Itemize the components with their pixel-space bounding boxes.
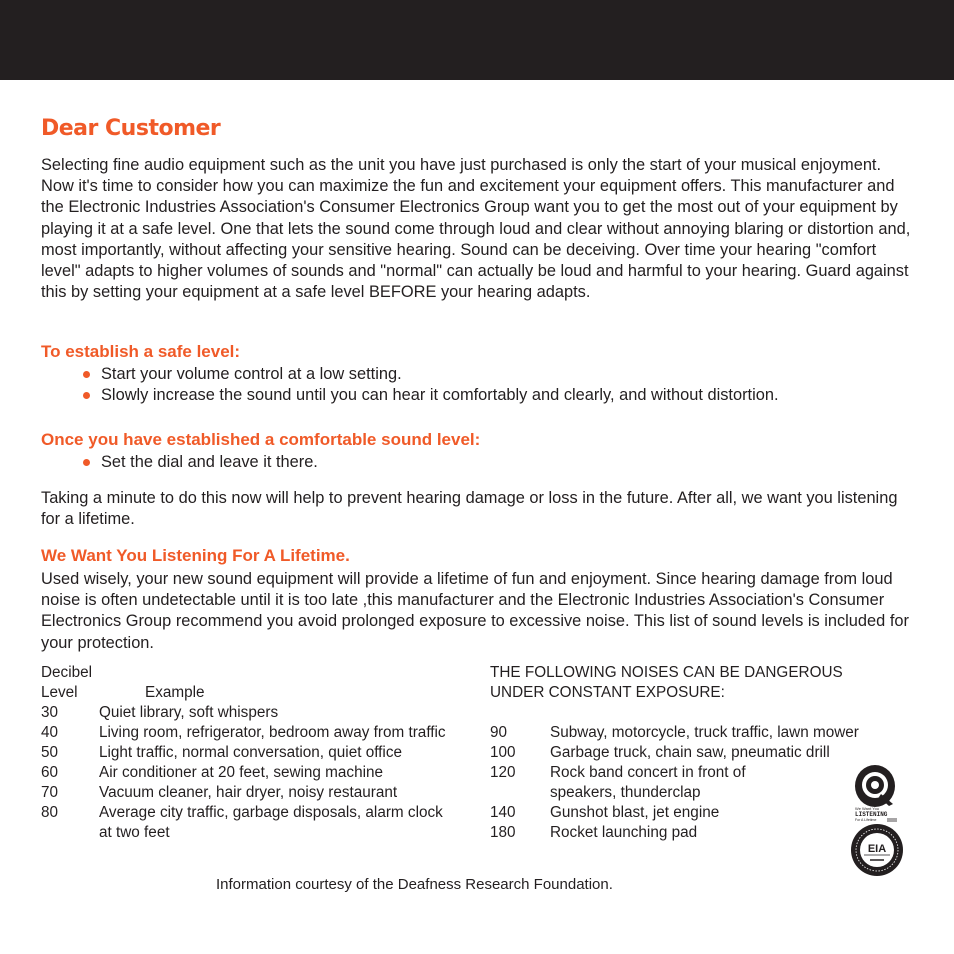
table-row: 30 Quiet library, soft whispers <box>41 704 279 721</box>
top-banner <box>0 0 954 80</box>
svg-text:LISTENING: LISTENING <box>855 811 888 818</box>
table-row: 60 Air conditioner at 20 feet, sewing machine <box>41 764 384 781</box>
dangerous-header: THE FOLLOWING NOISES CAN BE DANGEROUS UNDER CONSTANT EXPOSURE: <box>490 664 843 701</box>
credit-line: Information courtesy of the Deafness Research Foundation. <box>216 876 613 893</box>
decibel-table-safe <box>41 663 451 843</box>
listening-lifetime-logo <box>851 764 899 824</box>
bullet-icon <box>83 392 90 399</box>
minute-paragraph: Taking a minute to do this now will help to prevent hearing damage or loss in the future. After all, we want you listening for a lifetime. <box>41 489 898 529</box>
svg-text:We Want You: We Want You <box>855 806 880 811</box>
table-header-decibel: Decibel <box>41 664 93 681</box>
comfortable-level-heading: Once you have established a comfortable sound level: <box>41 430 481 449</box>
decibel-table-dangerous <box>490 663 870 843</box>
svg-text:For A Lifetime: For A Lifetime <box>855 818 877 822</box>
bullet-icon <box>83 459 90 466</box>
eia-seal-logo <box>850 822 904 878</box>
table-row: 80 Average city traffic, garbage disposals, alarm clock at two feet <box>41 804 443 841</box>
safe-level-list <box>81 364 779 406</box>
list-item: Set the dial and leave it there. <box>81 452 318 473</box>
intro-paragraph: Selecting fine audio equipment such as the unit you have just purchased is only the start of your musical enjoyment. Now it's time to consider how you can maximize the fun and excitement your equipment offers. This manufacturer and the Electronic Industries Association's Consumer Electronics Group want you to get the most out of your equipment by playing it at a safe level. One that lets the sound come through loud and clear without annoying blaring or distortion and, most importantly, without affecting your sensitive hearing. Sound can be deceiving. Over time your hearing "comfort level" adapts to higher volumes of sounds and "normal" can actually be loud and harmful to your hearing. Guard against this by setting your equipment at a safe level BEFORE your hearing adapts. <box>41 156 911 302</box>
table-row: 70 Vacuum cleaner, hair dryer, noisy restaurant <box>41 784 398 801</box>
table-header-level: Level <box>41 684 78 701</box>
comfortable-level-list <box>81 452 318 473</box>
list-item: Slowly increase the sound until you can hear it comfortably and clearly, and without distortion. <box>81 385 779 406</box>
table-row: 180 Rocket launching pad <box>490 824 698 841</box>
list-item: Start your volume control at a low setting. <box>81 364 779 385</box>
page-title: Dear Customer <box>41 116 221 141</box>
table-row: 140 Gunshot blast, jet engine <box>490 804 720 821</box>
table-header-row <box>41 683 451 703</box>
table-row: 100 Garbage truck, chain saw, pneumatic drill <box>490 744 830 761</box>
table-row: 120 Rock band concert in front of speakers, thunderclap <box>490 764 746 801</box>
lifetime-paragraph: Used wisely, your new sound equipment will provide a lifetime of fun and enjoyment. Since hearing damage from loud noise is often undetectable until it is too late ,this manufacturer and the Electronic Industries Association's Consumer Electronics Group recommend you avoid prolonged exposure to excessive noise. This list of sound levels is included for your protection. <box>41 570 909 652</box>
table-row: 90 Subway, motorcycle, truck traffic, lawn mower <box>490 724 859 741</box>
table-header-example: Example <box>145 684 205 701</box>
table-row: 50 Light traffic, normal conversation, quiet office <box>41 744 402 761</box>
safe-level-heading: To establish a safe level: <box>41 342 241 361</box>
lifetime-heading: We Want You Listening For A Lifetime. <box>41 546 350 565</box>
table-row: 40 Living room, refrigerator, bedroom away from traffic <box>41 724 446 741</box>
eia-seal-text: EIA <box>867 843 887 855</box>
bullet-icon <box>83 371 90 378</box>
